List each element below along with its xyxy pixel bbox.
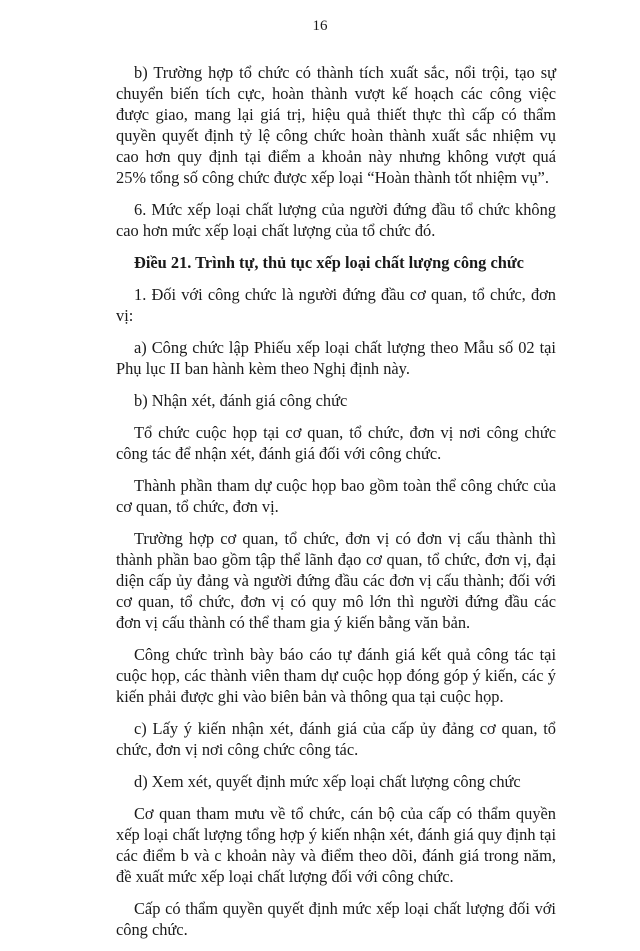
- paragraph-1b: b) Nhận xét, đánh giá công chức: [134, 391, 348, 410]
- paragraph-1d: d) Xem xét, quyết định mức xếp loại chất lượng công chức: [134, 772, 521, 791]
- paragraph-meeting: Tổ chức cuộc họp tại cơ quan, tổ chức, đơn vị nơi công chức công tác để nhận xét, đánh giá đối với công chức.: [116, 423, 556, 463]
- page-number: 16: [312, 18, 328, 34]
- paragraph-5b: b) Trường hợp tổ chức có thành tích xuất sắc, nổi trội, tạo sự chuyển biến tích cực, hoàn thành vượt kế hoạch các công việc được giao, mang lại giá trị, hiệu quả thiết thực thì cấp có thẩm quyền quyết định tỷ lệ công chức hoàn thành xuất sắc nhiệm vụ cao hơn quy định tại điểm a khoản này nhưng không vượt quá 25% tổng số công chức được xếp loại “Hoàn thành tốt nhiệm vụ”.: [116, 63, 556, 187]
- paragraph-advisory-body: Cơ quan tham mưu về tổ chức, cán bộ của cấp có thẩm quyền xếp loại chất lượng tổng hợp ý kiến nhận xét, đánh giá quy định tại các điểm b và c khoản này và điểm theo dõi, đánh giá trong năm, đề xuất mức xếp loại chất lượng đối với công chức.: [116, 804, 556, 886]
- paragraph-decision: Cấp có thẩm quyền quyết định mức xếp loại chất lượng đối với công chức.: [116, 899, 556, 939]
- paragraph-1a: a) Công chức lập Phiếu xếp loại chất lượng theo Mẫu số 02 tại Phụ lục II ban hành kèm theo Nghị định này.: [116, 338, 556, 378]
- paragraph-1: 1. Đối với công chức là người đứng đầu cơ quan, tổ chức, đơn vị:: [116, 285, 556, 325]
- paragraph-self-assessment: Công chức trình bày báo cáo tự đánh giá kết quả công tác tại cuộc họp, các thành viên tham dự cuộc họp đóng góp ý kiến, các ý kiến phải được ghi vào biên bản và thông qua tại cuộc họp.: [116, 645, 556, 706]
- paragraph-participants: Thành phần tham dự cuộc họp bao gồm toàn thể công chức của cơ quan, tổ chức, đơn vị.: [116, 476, 556, 516]
- paragraph-constituent-units: Trường hợp cơ quan, tổ chức, đơn vị có đơn vị cấu thành thì thành phần bao gồm tập thể lãnh đạo cơ quan, tổ chức, đơn vị, đại diện cấp ủy đảng và người đứng đầu các đơn vị cấu thành; đối với cơ quan, tổ chức, đơn vị có quy mô lớn thì người đứng đầu các đơn vị cấu thành có thể tham gia ý kiến bằng văn bản.: [116, 529, 556, 632]
- paragraph-6: 6. Mức xếp loại chất lượng của người đứng đầu tổ chức không cao hơn mức xếp loại chất lượng của tổ chức đó.: [116, 200, 556, 240]
- article-21-heading: Điều 21. Trình tự, thủ tục xếp loại chất lượng công chức: [134, 253, 524, 272]
- paragraph-1c: c) Lấy ý kiến nhận xét, đánh giá của cấp ủy đảng cơ quan, tổ chức, đơn vị nơi công chức công tác.: [116, 719, 556, 759]
- document-body: [116, 62, 556, 951]
